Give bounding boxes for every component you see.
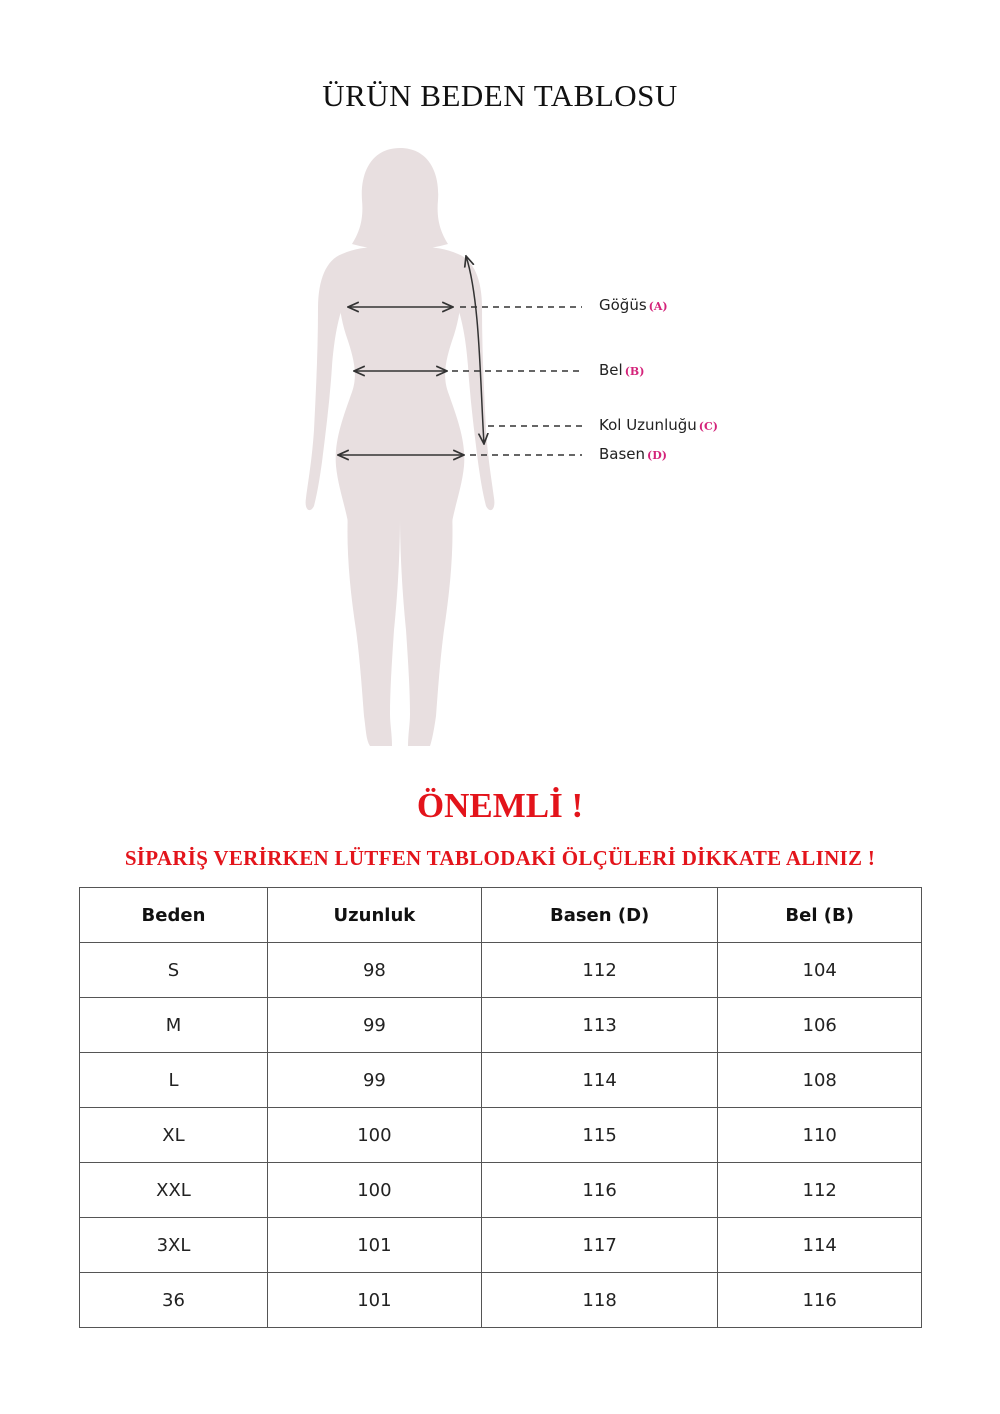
label-waist-text: Bel bbox=[599, 361, 623, 379]
label-chest-tag: (A) bbox=[648, 300, 668, 313]
table-row bbox=[80, 1108, 922, 1163]
label-waist-tag: (B) bbox=[624, 365, 645, 378]
cell-length: 99 bbox=[267, 1053, 481, 1108]
body-measurement-figure bbox=[0, 130, 1000, 760]
page-title: ÜRÜN BEDEN TABLOSU bbox=[322, 78, 678, 113]
cell-size: XXL bbox=[80, 1163, 268, 1218]
cell-length: 98 bbox=[267, 943, 481, 998]
cell-size: 3XL bbox=[80, 1218, 268, 1273]
cell-length: 100 bbox=[267, 1108, 481, 1163]
cell-waist: 108 bbox=[718, 1053, 922, 1108]
table-row bbox=[80, 1218, 922, 1273]
table-row bbox=[80, 998, 922, 1053]
label-sleeve bbox=[599, 416, 718, 434]
cell-length: 101 bbox=[267, 1273, 481, 1328]
table-row bbox=[80, 1273, 922, 1328]
label-sleeve-text: Kol Uzunluğu bbox=[599, 416, 697, 434]
cell-waist: 112 bbox=[718, 1163, 922, 1218]
table-row bbox=[80, 1053, 922, 1108]
label-hip-text: Basen bbox=[599, 445, 646, 463]
cell-size: XL bbox=[80, 1108, 268, 1163]
cell-hip: 116 bbox=[481, 1163, 718, 1218]
cell-waist: 106 bbox=[718, 998, 922, 1053]
size-table bbox=[79, 887, 922, 1328]
cell-hip: 118 bbox=[481, 1273, 718, 1328]
cell-hip: 117 bbox=[481, 1218, 718, 1273]
cell-length: 99 bbox=[267, 998, 481, 1053]
cell-length: 101 bbox=[267, 1218, 481, 1273]
cell-waist: 114 bbox=[718, 1218, 922, 1273]
label-chest-text: Göğüs bbox=[599, 296, 647, 314]
cell-waist: 116 bbox=[718, 1273, 922, 1328]
table-row bbox=[80, 943, 922, 998]
cell-waist: 104 bbox=[718, 943, 922, 998]
cell-size: M bbox=[80, 998, 268, 1053]
header-waist: Bel (B) bbox=[718, 888, 922, 943]
order-warning: SİPARİŞ VERİRKEN LÜTFEN TABLODAKİ ÖLÇÜLERİ DİKKATE ALINIZ ! bbox=[124, 846, 876, 870]
header-hip: Basen (D) bbox=[481, 888, 718, 943]
cell-size: S bbox=[80, 943, 268, 998]
cell-waist: 110 bbox=[718, 1108, 922, 1163]
cell-size: L bbox=[80, 1053, 268, 1108]
label-waist bbox=[599, 361, 644, 379]
cell-length: 100 bbox=[267, 1163, 481, 1218]
label-sleeve-tag: (C) bbox=[698, 420, 718, 433]
label-hip-tag: (D) bbox=[647, 449, 667, 462]
cell-size: 36 bbox=[80, 1273, 268, 1328]
table-row bbox=[80, 1163, 922, 1218]
important-heading: ÖNEMLİ ! bbox=[416, 786, 584, 825]
cell-hip: 114 bbox=[481, 1053, 718, 1108]
cell-hip: 115 bbox=[481, 1108, 718, 1163]
table-header-row bbox=[80, 888, 922, 943]
cell-hip: 113 bbox=[481, 998, 718, 1053]
cell-hip: 112 bbox=[481, 943, 718, 998]
label-chest bbox=[599, 296, 668, 314]
header-length: Uzunluk bbox=[267, 888, 481, 943]
label-hip bbox=[599, 445, 667, 463]
header-size: Beden bbox=[80, 888, 268, 943]
woman-silhouette bbox=[0, 130, 1000, 760]
